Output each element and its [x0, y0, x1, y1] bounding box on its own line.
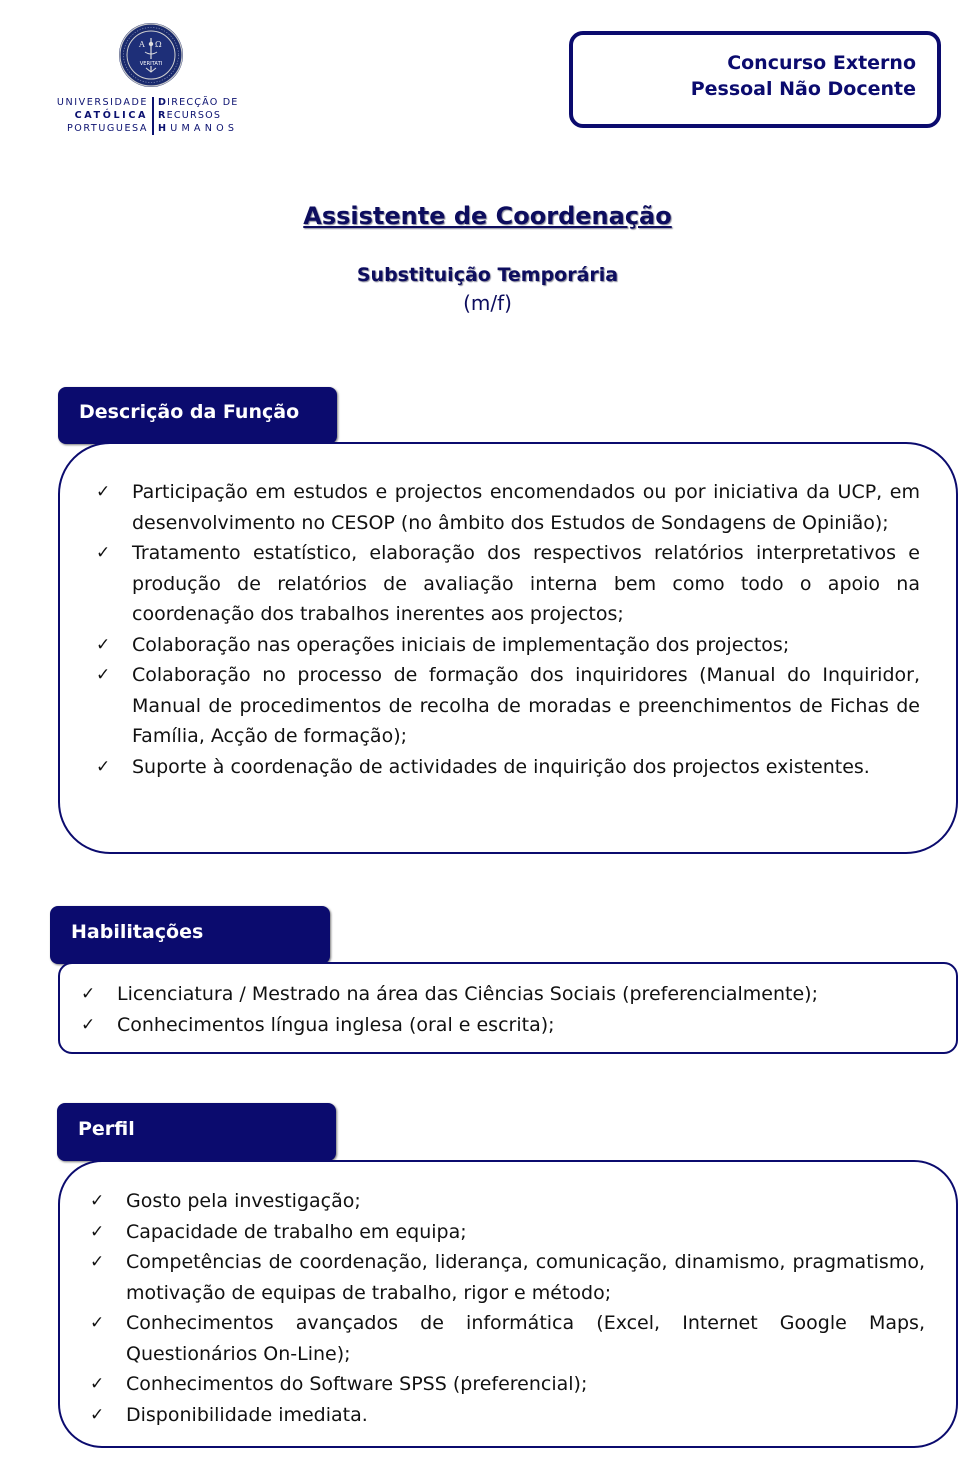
logo-line-direccao: DIRECÇÃO DE — [158, 97, 239, 108]
svg-text:A: A — [139, 40, 145, 49]
checkmark-icon: ✓ — [81, 984, 96, 1004]
list-item: ✓ Licenciatura / Mestrado na área das Ciências Sociais (preferencialmente); — [117, 979, 918, 1010]
gender-note: (m/f) — [463, 291, 512, 315]
section-header-descricao: Descrição da Função — [58, 387, 337, 444]
logo-divider — [152, 97, 154, 135]
checkmark-icon: ✓ — [90, 1404, 105, 1425]
descricao-list — [96, 477, 920, 782]
concurso-header-box — [569, 31, 941, 128]
list-item: ✓ Competências de coordenação, liderança, comunicação, dinamismo, pragmatismo, motivação de equipas de trabalho, rigor e método; — [126, 1247, 925, 1308]
habilitacoes-list — [81, 979, 918, 1040]
checkmark-icon: ✓ — [96, 482, 111, 502]
section-box-descricao — [58, 442, 958, 854]
list-item: ✓ Disponibilidade imediata. — [126, 1400, 925, 1431]
list-item: ✓ Conhecimentos língua inglesa (oral e escrita); — [117, 1010, 918, 1041]
job-subtitle: Substituição Temporária — [356, 264, 619, 286]
list-item: ✓ Suporte à coordenação de actividades de inquirição dos projectos existentes. — [132, 752, 920, 783]
checkmark-icon: ✓ — [96, 756, 111, 777]
logo-line-recursos: RECURSOS — [158, 110, 222, 121]
section-box-perfil — [58, 1160, 958, 1448]
checkmark-icon: ✓ — [90, 1221, 105, 1242]
concurso-line-2: Pessoal Não Docente — [690, 78, 916, 100]
checkmark-icon: ✓ — [81, 1014, 96, 1035]
list-item: ✓ Participação em estudos e projectos encomendados ou por iniciativa da UCP, em desenvolvimento no CESOP (no âmbito dos Estudos de Sondagens de Opinião); — [132, 477, 920, 538]
checkmark-icon: ✓ — [96, 543, 111, 563]
list-item: ✓ Colaboração no processo de formação dos inquiridores (Manual do Inquiridor, Manual de procedimentos de recolha de moradas e preenchimentos de Fichas de Família, Acção de formação); — [132, 660, 920, 752]
checkmark-icon: ✓ — [96, 634, 111, 655]
list-item: ✓ Capacidade de trabalho em equipa; — [126, 1217, 925, 1248]
section-header-habilitacoes: Habilitações — [50, 906, 330, 964]
seal-motto: VERITATI — [139, 61, 163, 67]
section-box-habilitacoes — [58, 962, 958, 1054]
list-item: ✓ Gosto pela investigação; — [126, 1186, 925, 1217]
logo-line-universidade: UNIVERSIDADE — [56, 97, 148, 108]
checkmark-icon: ✓ — [90, 1374, 105, 1394]
section-header-perfil: Perfil — [57, 1103, 336, 1161]
university-logo — [44, 22, 254, 137]
logo-line-humanos: HUMANOS — [158, 123, 239, 134]
list-item: ✓ Conhecimentos avançados de informática (Excel, Internet Google Maps, Questionários On-Line); — [126, 1308, 925, 1369]
checkmark-icon: ✓ — [90, 1191, 105, 1211]
job-title: Assistente de Coordenação — [303, 202, 672, 230]
svg-text:Ω: Ω — [155, 40, 162, 49]
list-item: ✓ Conhecimentos do Software SPSS (preferencial); — [126, 1369, 925, 1400]
checkmark-icon: ✓ — [90, 1252, 105, 1272]
list-item: ✓ Colaboração nas operações iniciais de implementação dos projectos; — [132, 630, 920, 661]
concurso-line-1: Concurso Externo — [727, 52, 916, 74]
logo-line-portuguesa: PORTUGUESA — [66, 123, 148, 134]
logo-line-catolica: CATÓLICA — [74, 110, 148, 121]
list-item: ✓ Tratamento estatístico, elaboração dos respectivos relatórios interpretativos e produção de relatórios de avaliação interna bem como todo o apoio na coordenação dos trabalhos inerentes aos projectos; — [132, 538, 920, 630]
logo-wordmark — [44, 96, 254, 136]
checkmark-icon: ✓ — [90, 1313, 105, 1333]
perfil-list — [90, 1186, 925, 1430]
checkmark-icon: ✓ — [96, 665, 111, 685]
university-seal-icon — [118, 22, 184, 88]
